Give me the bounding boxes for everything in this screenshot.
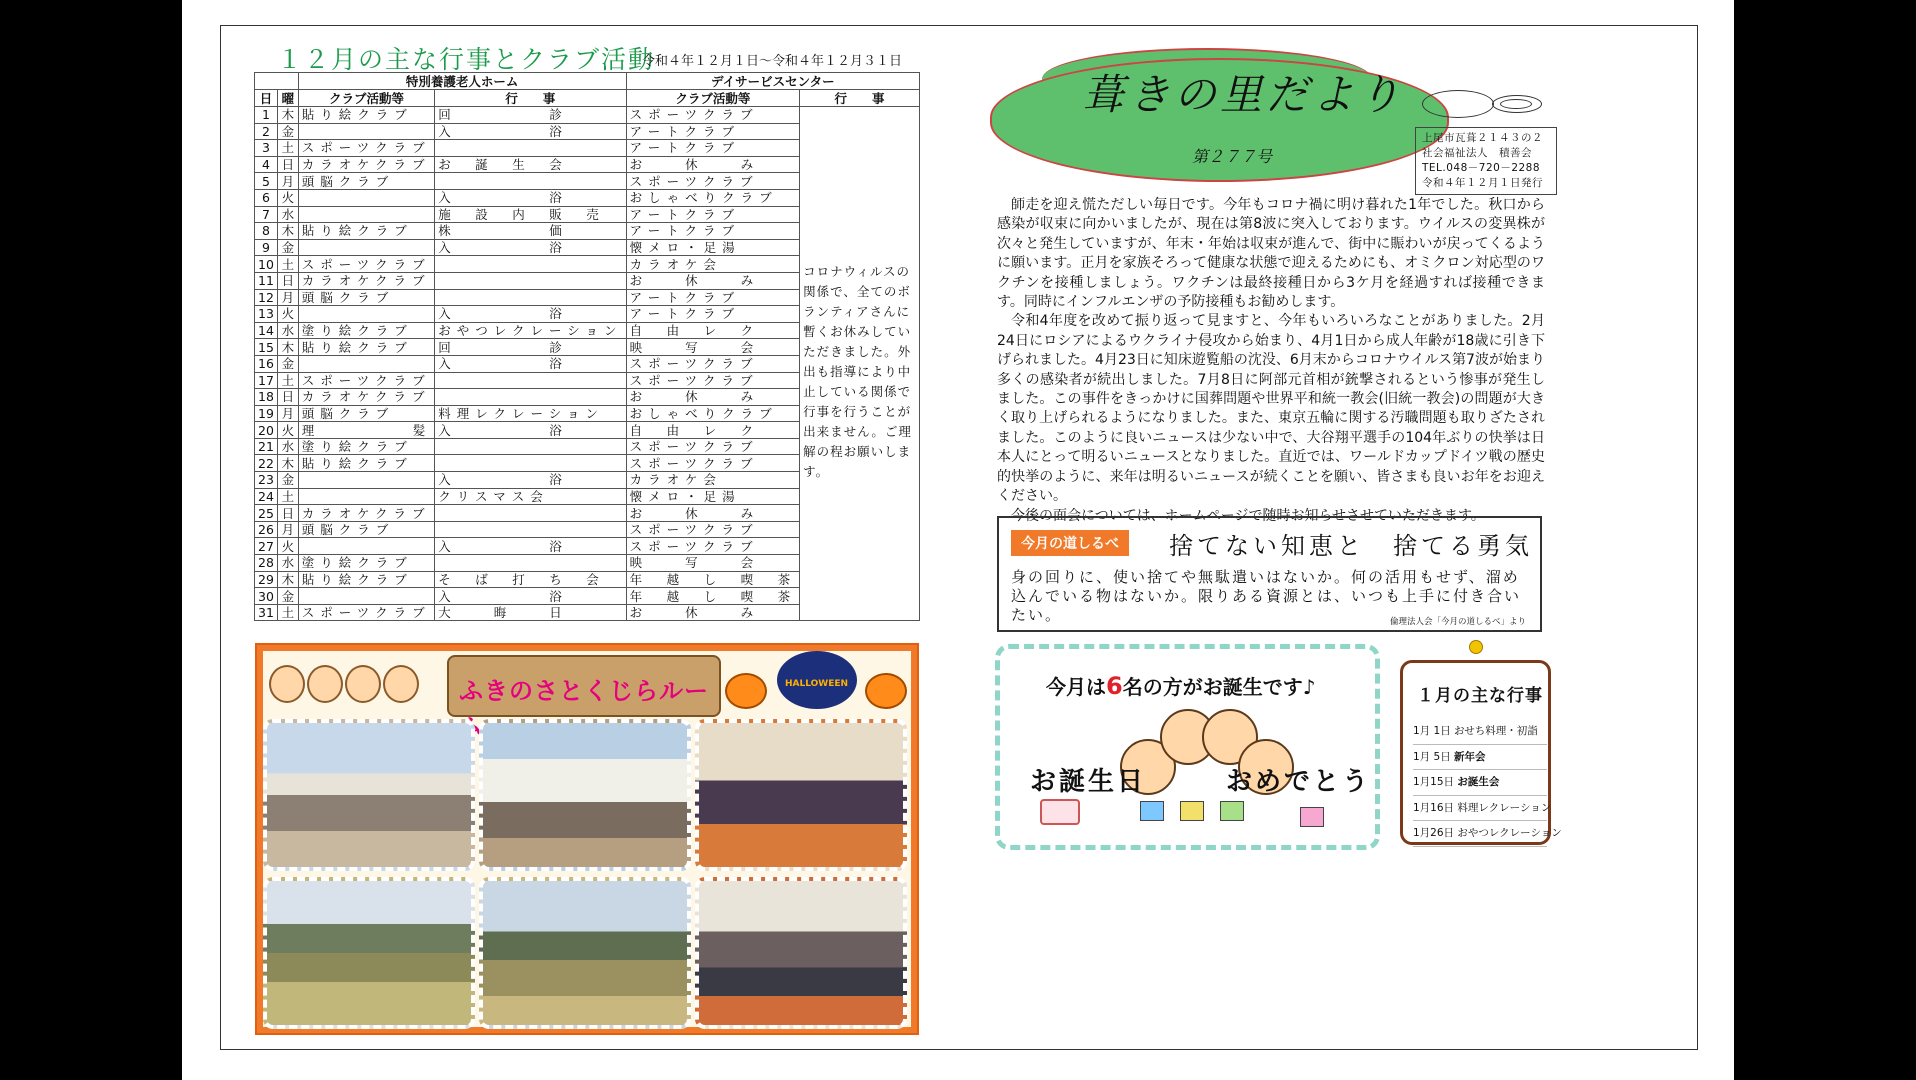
club-a-cell: カラオケクラブ <box>298 272 435 289</box>
list-item: 1月15日 お誕生会 <box>1413 770 1547 796</box>
room-banner <box>447 655 721 717</box>
club-b-cell: 懐メロ・足湯 <box>626 488 800 505</box>
day-cell: 3 <box>255 140 278 157</box>
club-b-cell: アートクラブ <box>626 206 800 223</box>
club-a-cell: スポーツクラブ <box>298 604 435 621</box>
day-cell: 10 <box>255 256 278 273</box>
club-a-cell <box>298 189 435 206</box>
day-cell: 2 <box>255 123 278 140</box>
event-a-cell: 入 浴 <box>435 538 626 555</box>
weekday-cell: 日 <box>277 389 298 406</box>
photo-dance-yard <box>479 877 691 1029</box>
day-cell: 9 <box>255 239 278 256</box>
day-cell: 17 <box>255 372 278 389</box>
event-a-cell <box>435 140 626 157</box>
guidepost-text: 身の回りに、使い捨てや無駄遣いはないか。何の活用もせず、溜め込んでいる物はないか。限りある資源とは、いつも上手に付き合いたい。 <box>1011 568 1522 624</box>
club-b-cell: アートクラブ <box>626 306 800 323</box>
weekday-cell: 月 <box>277 521 298 538</box>
club-a-cell <box>298 588 435 605</box>
club-a-cell: 貼り絵クラブ <box>298 571 435 588</box>
article-paragraph: 今後の面会については、ホームページで随時お知らせさせていただきます。 <box>1011 507 1485 524</box>
club-a-cell: 理 髪 <box>298 422 435 439</box>
club-a-cell <box>298 239 435 256</box>
article-body <box>997 196 1545 526</box>
photo-halloween-costumes <box>695 719 907 871</box>
day-cell: 14 <box>255 322 278 339</box>
halloween-icon <box>777 651 857 709</box>
club-b-cell: カラオケ会 <box>626 256 800 273</box>
day-cell: 26 <box>255 521 278 538</box>
weekday-cell: 水 <box>277 438 298 455</box>
event-a-cell <box>435 505 626 522</box>
event-a-cell: 入 浴 <box>435 588 626 605</box>
club-b-cell: 映 写 会 <box>626 555 800 572</box>
day-cell: 5 <box>255 173 278 190</box>
weekday-cell: 日 <box>277 156 298 173</box>
list-item: 1月16日 料理レクレーション <box>1413 796 1547 822</box>
weekday-cell: 日 <box>277 272 298 289</box>
january-events-board <box>1400 660 1562 845</box>
club-b-cell: 自 由 レ ク <box>626 422 800 439</box>
event-a-cell: 入 浴 <box>435 355 626 372</box>
event-a-cell: 入 浴 <box>435 123 626 140</box>
article-paragraph: 師走を迎え慌ただしい毎日です。今年もコロナ禍に明け暮れた1年でした。秋口から感染が収束に向かいましたが、現在は第8波に突入しております。ウイルスの変異株が次々と発生していますが、年末・年始は収束が進んで、街中に賑わいが戻ってくるように願います。正月を家族そろって健康な状態で迎えるためにも、オミクロン対応型のワクチンを接種しましょう。ワクチンは最終接種日から3ケ月を経過すれば接種できます。同時にインフルエンザの予防接種もお勧めします。 <box>997 197 1545 311</box>
weekday-cell: 金 <box>277 355 298 372</box>
day-cell: 1 <box>255 107 278 124</box>
kids-illustration <box>269 659 419 715</box>
col-event-a: 行 事 <box>435 90 626 107</box>
halloween-text: HALLOWEEN <box>785 679 849 689</box>
club-b-cell: スポーツクラブ <box>626 538 800 555</box>
photo-board <box>255 643 919 1035</box>
day-cell: 29 <box>255 571 278 588</box>
kid-icon <box>307 665 343 703</box>
club-b-cell: お 休 み <box>626 604 800 621</box>
weekday-cell: 日 <box>277 505 298 522</box>
club-a-cell: 貼り絵クラブ <box>298 455 435 472</box>
birthday-count: 6 <box>1106 672 1123 700</box>
event-a-cell: 株 価 <box>435 223 626 240</box>
kid-icon <box>345 665 381 703</box>
event-a-cell: 回 診 <box>435 339 626 356</box>
club-b-cell: おしゃべりクラブ <box>626 189 800 206</box>
cake-icon <box>1040 799 1080 825</box>
greeting-right: おめでとう <box>1226 767 1372 797</box>
club-b-cell: お 休 み <box>626 389 800 406</box>
group-b-header: デイサービスセンター <box>626 73 919 90</box>
day-cell: 8 <box>255 223 278 240</box>
weekday-cell: 月 <box>277 289 298 306</box>
event-a-cell: 回 診 <box>435 107 626 124</box>
col-weekday: 曜 <box>277 90 298 107</box>
col-day: 日 <box>255 90 278 107</box>
club-b-cell: 懐メロ・足湯 <box>626 239 800 256</box>
weekday-cell: 土 <box>277 256 298 273</box>
photo-dance-lawn <box>263 877 475 1029</box>
club-a-cell: 貼り絵クラブ <box>298 223 435 240</box>
greeting-left: お誕生日 <box>1030 767 1147 797</box>
event-a-cell <box>435 389 626 406</box>
oval-shape <box>1422 90 1494 118</box>
club-b-cell: お 休 み <box>626 156 800 173</box>
weekday-cell: 火 <box>277 189 298 206</box>
event-a-cell: 入 浴 <box>435 422 626 439</box>
club-a-cell: 塗り絵クラブ <box>298 322 435 339</box>
article-paragraph: 令和4年度を改めて振り返って見ますと、今年もいろいろなことがありました。2月24日にロシアによるウクライナ侵攻から始まり、4月1日から成人年齢が18歳に引き下げられました。4月23日に知床遊覧船の沈没、6月末からコロナウイルス第7波が始まり多くの感染者が続出しました。7月8日に阿部元首相が銃撃されるという惨事が発生しました。この事件をきっかけに国葬問題や世界平和統一教会(旧統一教会)の問題が大きく取り上げられるようになりました。また、東京五輪に関する汚職問題も取りざたされました。このように良いニュースは少ない中で、大谷翔平選手の104年ぶりの快挙は日本人にとって明るいニュースとなりました。直近では、ワールドカップドイツ戦の歴史的快挙のように、来年は明るいニュースが続くことを願い、皆さまも良いお年をお迎えください。 <box>997 313 1545 505</box>
club-a-cell: 頭脳クラブ <box>298 289 435 306</box>
club-b-cell: スポーツクラブ <box>626 355 800 372</box>
day-cell: 11 <box>255 272 278 289</box>
club-a-cell: 塗り絵クラブ <box>298 555 435 572</box>
weekday-cell: 火 <box>277 422 298 439</box>
org-line: 社会福祉法人 積善会 <box>1422 147 1532 159</box>
weekday-cell: 月 <box>277 405 298 422</box>
club-b-cell: スポーツクラブ <box>626 107 800 124</box>
weekday-cell: 火 <box>277 538 298 555</box>
tel-line: TEL.048－720－2288 <box>1422 162 1541 174</box>
event-a-cell <box>435 455 626 472</box>
guidepost-headline: 捨てない知恵と 捨てる勇気 <box>1169 532 1533 560</box>
schedule-title: １２月の主な行事とクラブ活動 <box>277 45 656 74</box>
pumpkin-icon <box>725 673 767 709</box>
club-a-cell <box>298 123 435 140</box>
club-b-cell: スポーツクラブ <box>626 173 800 190</box>
weekday-cell: 木 <box>277 107 298 124</box>
event-a-cell <box>435 521 626 538</box>
guidepost-box <box>997 516 1542 632</box>
club-a-cell: スポーツクラブ <box>298 256 435 273</box>
club-b-cell: 映 写 会 <box>626 339 800 356</box>
issue-date-line: 令和４年１２月１日発行 <box>1422 177 1543 189</box>
club-a-cell: 貼り絵クラブ <box>298 339 435 356</box>
col-event-b: 行 事 <box>800 90 920 107</box>
list-item: 1月 1日 おせち料理・初詣 <box>1413 719 1547 745</box>
birthday-greeting <box>1030 761 1371 798</box>
guidepost-source: 倫理法人会「今月の道しるべ」より <box>1389 617 1526 627</box>
newsletter-title: 葺きの里だより <box>1082 70 1405 119</box>
january-list <box>1413 719 1562 847</box>
event-a-cell <box>435 372 626 389</box>
day-cell: 20 <box>255 422 278 439</box>
address-line: 上尾市瓦葺２１４３の２ <box>1422 132 1543 144</box>
photo-indoor-visit <box>695 877 907 1029</box>
event-b-note: コロナウィルスの関係で、全てのボランティアさんに暫くお休みしていただきました。外出も指導により中止している関係で行事を行うことが出来ません。ご理解の程お願いします。 <box>800 107 920 621</box>
schedule-table <box>254 72 920 621</box>
oval-shape <box>1500 99 1532 109</box>
weekday-cell: 土 <box>277 488 298 505</box>
weekday-cell: 火 <box>277 306 298 323</box>
publisher-box <box>1415 127 1557 195</box>
weekday-cell: 水 <box>277 322 298 339</box>
day-cell: 28 <box>255 555 278 572</box>
weekday-cell: 月 <box>277 173 298 190</box>
day-cell: 24 <box>255 488 278 505</box>
kid-icon <box>269 665 305 703</box>
event-a-cell: 入 浴 <box>435 472 626 489</box>
day-cell: 7 <box>255 206 278 223</box>
club-a-cell: カラオケクラブ <box>298 389 435 406</box>
day-cell: 4 <box>255 156 278 173</box>
day-cell: 31 <box>255 604 278 621</box>
photo-group-outdoor <box>263 719 475 871</box>
col-club-a: クラブ活動等 <box>298 90 435 107</box>
day-cell: 15 <box>255 339 278 356</box>
day-cell: 12 <box>255 289 278 306</box>
day-cell: 22 <box>255 455 278 472</box>
club-b-cell: アートクラブ <box>626 140 800 157</box>
club-b-cell: スポーツクラブ <box>626 372 800 389</box>
gift-icon <box>1300 807 1324 827</box>
day-cell: 23 <box>255 472 278 489</box>
club-a-cell: スポーツクラブ <box>298 140 435 157</box>
birthday-title-pre: 今月は <box>1046 675 1106 699</box>
weekday-cell: 金 <box>277 588 298 605</box>
room-banner-text: ふきのさとくじらルー <box>459 677 709 705</box>
day-cell: 19 <box>255 405 278 422</box>
weekday-cell: 木 <box>277 223 298 240</box>
event-a-cell: クリスマス会 <box>435 488 626 505</box>
guidepost-label: 今月の道しるべ <box>1011 530 1129 556</box>
day-cell: 27 <box>255 538 278 555</box>
event-a-cell <box>435 555 626 572</box>
club-b-cell: スポーツクラブ <box>626 521 800 538</box>
gift-icon <box>1180 801 1204 821</box>
birthday-title-post: 名の方がお誕生です♪ <box>1122 675 1316 699</box>
club-a-cell: 塗り絵クラブ <box>298 438 435 455</box>
club-b-cell: アートクラブ <box>626 289 800 306</box>
event-a-cell <box>435 438 626 455</box>
day-cell: 6 <box>255 189 278 206</box>
event-a-cell <box>435 173 626 190</box>
event-a-cell: 料理レクレーション <box>435 405 626 422</box>
schedule-range: 令和４年１２月１日～令和４年１２月３１日 <box>642 54 903 69</box>
day-cell: 13 <box>255 306 278 323</box>
club-a-cell <box>298 538 435 555</box>
january-title: １月の主な行事 <box>1417 686 1543 706</box>
event-a-cell <box>435 289 626 306</box>
day-cell: 16 <box>255 355 278 372</box>
event-a-cell: お 誕 生 会 <box>435 156 626 173</box>
event-a-cell: おやつレクレーション <box>435 322 626 339</box>
club-a-cell <box>298 355 435 372</box>
club-b-cell: 年 越 し 喫 茶 <box>626 571 800 588</box>
weekday-cell: 木 <box>277 339 298 356</box>
event-a-cell: そ ば 打 ち 会 <box>435 571 626 588</box>
club-a-cell <box>298 488 435 505</box>
weekday-cell: 木 <box>277 571 298 588</box>
gift-icon <box>1220 801 1244 821</box>
event-a-cell <box>435 256 626 273</box>
day-cell: 18 <box>255 389 278 406</box>
pin-icon <box>1469 640 1483 654</box>
club-b-cell: アートクラブ <box>626 123 800 140</box>
weekday-cell: 水 <box>277 555 298 572</box>
photo-kids-garden <box>479 719 691 871</box>
club-a-cell <box>298 306 435 323</box>
club-b-cell: 自 由 レ ク <box>626 322 800 339</box>
club-b-cell: アートクラブ <box>626 223 800 240</box>
event-a-cell: 入 浴 <box>435 239 626 256</box>
group-a-header: 特別養護老人ホーム <box>298 73 626 90</box>
event-a-cell <box>435 272 626 289</box>
club-b-cell: スポーツクラブ <box>626 438 800 455</box>
club-b-cell: お 休 み <box>626 272 800 289</box>
event-a-cell: 大 晦 日 <box>435 604 626 621</box>
weekday-cell: 金 <box>277 239 298 256</box>
day-cell: 30 <box>255 588 278 605</box>
club-b-cell: 年 越 し 喫 茶 <box>626 588 800 605</box>
club-a-cell: 貼り絵クラブ <box>298 107 435 124</box>
oval-ornament <box>1422 90 1542 118</box>
event-a-cell: 入 浴 <box>435 189 626 206</box>
weekday-cell: 水 <box>277 206 298 223</box>
issue-number: 第２７７号 <box>1192 147 1273 166</box>
list-item: 1月 5日 新年会 <box>1413 745 1547 771</box>
weekday-cell: 金 <box>277 472 298 489</box>
col-club-b: クラブ活動等 <box>626 90 800 107</box>
kid-icon <box>383 665 419 703</box>
birthday-title <box>1046 671 1315 700</box>
club-a-cell: 頭脳クラブ <box>298 405 435 422</box>
weekday-cell: 木 <box>277 455 298 472</box>
table-row <box>255 107 920 124</box>
club-a-cell: カラオケクラブ <box>298 156 435 173</box>
gift-icon <box>1140 801 1164 821</box>
club-b-cell: お 休 み <box>626 505 800 522</box>
club-b-cell: スポーツクラブ <box>626 455 800 472</box>
club-a-cell <box>298 472 435 489</box>
schedule-body <box>255 107 920 621</box>
list-item: 1月26日 おやつレクレーション <box>1413 821 1547 847</box>
table-header-blank <box>255 73 299 90</box>
event-a-cell: 入 浴 <box>435 306 626 323</box>
day-cell: 21 <box>255 438 278 455</box>
club-a-cell: スポーツクラブ <box>298 372 435 389</box>
event-a-cell: 施 設 内 販 売 <box>435 206 626 223</box>
weekday-cell: 土 <box>277 140 298 157</box>
weekday-cell: 金 <box>277 123 298 140</box>
club-b-cell: おしゃべりクラブ <box>626 405 800 422</box>
weekday-cell: 土 <box>277 604 298 621</box>
club-a-cell: 頭脳クラブ <box>298 521 435 538</box>
day-cell: 25 <box>255 505 278 522</box>
weekday-cell: 土 <box>277 372 298 389</box>
birthday-card <box>995 644 1380 850</box>
club-a-cell: 頭脳クラブ <box>298 173 435 190</box>
newsletter-page <box>182 0 1734 1080</box>
club-a-cell: カラオケクラブ <box>298 505 435 522</box>
pumpkin-icon <box>865 673 907 709</box>
club-a-cell <box>298 206 435 223</box>
club-b-cell: カラオケ会 <box>626 472 800 489</box>
